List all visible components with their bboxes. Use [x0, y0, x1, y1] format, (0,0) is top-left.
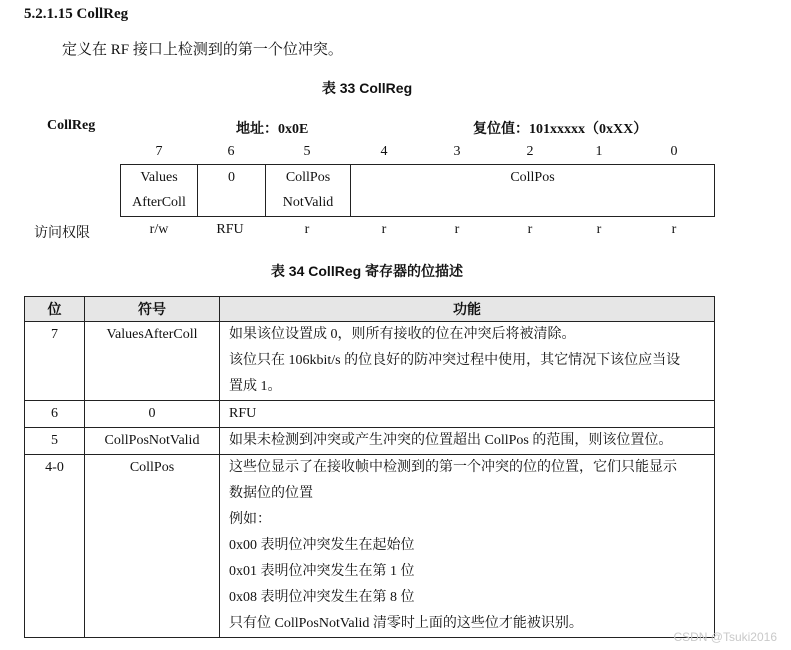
bit-field-coll-pos: [351, 165, 715, 217]
bit-number: 7: [155, 144, 163, 159]
register-reset-value: 复位值：101xxxxx（0xXX）: [473, 122, 648, 137]
function-line: 只有位 CollPosNotValid 清零时上面的这些位才能被识别。: [229, 616, 583, 631]
access-value: r: [454, 222, 460, 237]
function-line: 如果未检测到冲突或产生冲突的位置超出 CollPos 的范围，则该位置位。: [229, 433, 673, 448]
register-bit-layout: [120, 164, 715, 217]
access-value: r: [304, 222, 310, 237]
row-function: [220, 322, 715, 401]
row-symbol: CollPos: [85, 455, 220, 638]
watermark: CSDN @Tsuki2016: [673, 630, 777, 644]
header-function: 功能: [220, 297, 715, 322]
function-line: 如果该位设置成 0，则所有接收的位在冲突后将被清除。: [229, 327, 576, 342]
bit-number: 2: [526, 144, 534, 159]
row-function: [220, 455, 715, 638]
field-label: CollPos: [510, 170, 555, 185]
bit-number: 4: [380, 144, 388, 159]
function-line: 该位只在 106kbit/s 的位良好的防冲突过程中使用，其它情况下该位应当设: [229, 353, 681, 368]
access-label: 访问权限: [34, 226, 90, 241]
field-label: CollPos: [285, 170, 331, 185]
access-value: r: [527, 222, 533, 237]
function-line: 例如：: [229, 512, 271, 527]
bit-number: 1: [595, 144, 603, 159]
table-row: [25, 322, 715, 401]
field-label: 0: [228, 170, 235, 185]
access-value: r: [381, 222, 387, 237]
section-heading: 5.2.1.15 CollReg: [24, 6, 129, 22]
table-header-row: [25, 297, 715, 322]
bit-field-values-after-coll: [121, 165, 198, 217]
access-value: r/w: [149, 222, 169, 237]
function-line: 这些位显示了在接收帧中检测到的第一个冲突的位的位置，它们只能显示: [229, 460, 677, 475]
row-symbol: ValuesAfterColl: [85, 322, 220, 401]
register-address: 地址：0x0E: [236, 122, 309, 137]
field-label: AfterColl: [132, 195, 186, 210]
function-line: 置成 1。: [229, 379, 282, 394]
row-bit: 4-0: [25, 455, 85, 638]
function-line: 数据位的位置: [229, 486, 313, 501]
access-value: r: [596, 222, 602, 237]
function-line: RFU: [229, 406, 257, 421]
field-label: NotValid: [282, 195, 334, 210]
table-row: [25, 455, 715, 638]
description-caption: 表 34 CollReg 寄存器的位描述: [270, 263, 464, 279]
row-bit: 5: [25, 428, 85, 455]
bit-number: 5: [303, 144, 311, 159]
row-symbol: 0: [85, 401, 220, 428]
function-line: 0x00 表明位冲突发生在起始位: [229, 538, 415, 553]
row-bit: 6: [25, 401, 85, 428]
bit-number: 6: [227, 144, 235, 159]
function-line: 0x08 表明位冲突发生在第 8 位: [229, 590, 415, 605]
bit-field-6: [198, 165, 266, 217]
table-row: [25, 428, 715, 455]
register-name: CollReg: [47, 118, 96, 133]
bit-number: 0: [670, 144, 678, 159]
register-caption: 表 33 CollReg: [321, 80, 413, 96]
access-value: r: [671, 222, 677, 237]
row-function: [220, 401, 715, 428]
header-symbol: 符号: [85, 297, 220, 322]
table-row: [25, 401, 715, 428]
function-line: 0x01 表明位冲突发生在第 1 位: [229, 564, 415, 579]
access-value: RFU: [216, 222, 244, 237]
field-label: Values: [140, 170, 178, 185]
row-bit: 7: [25, 322, 85, 401]
header-bit: 位: [25, 297, 85, 322]
bit-description-table: [24, 296, 715, 638]
section-description: 定义在 RF 接口上检测到的第一个位冲突。: [62, 42, 343, 58]
row-function: [220, 428, 715, 455]
row-symbol: CollPosNotValid: [85, 428, 220, 455]
bit-field-coll-pos-not-valid: [266, 165, 351, 217]
bit-number: 3: [453, 144, 461, 159]
